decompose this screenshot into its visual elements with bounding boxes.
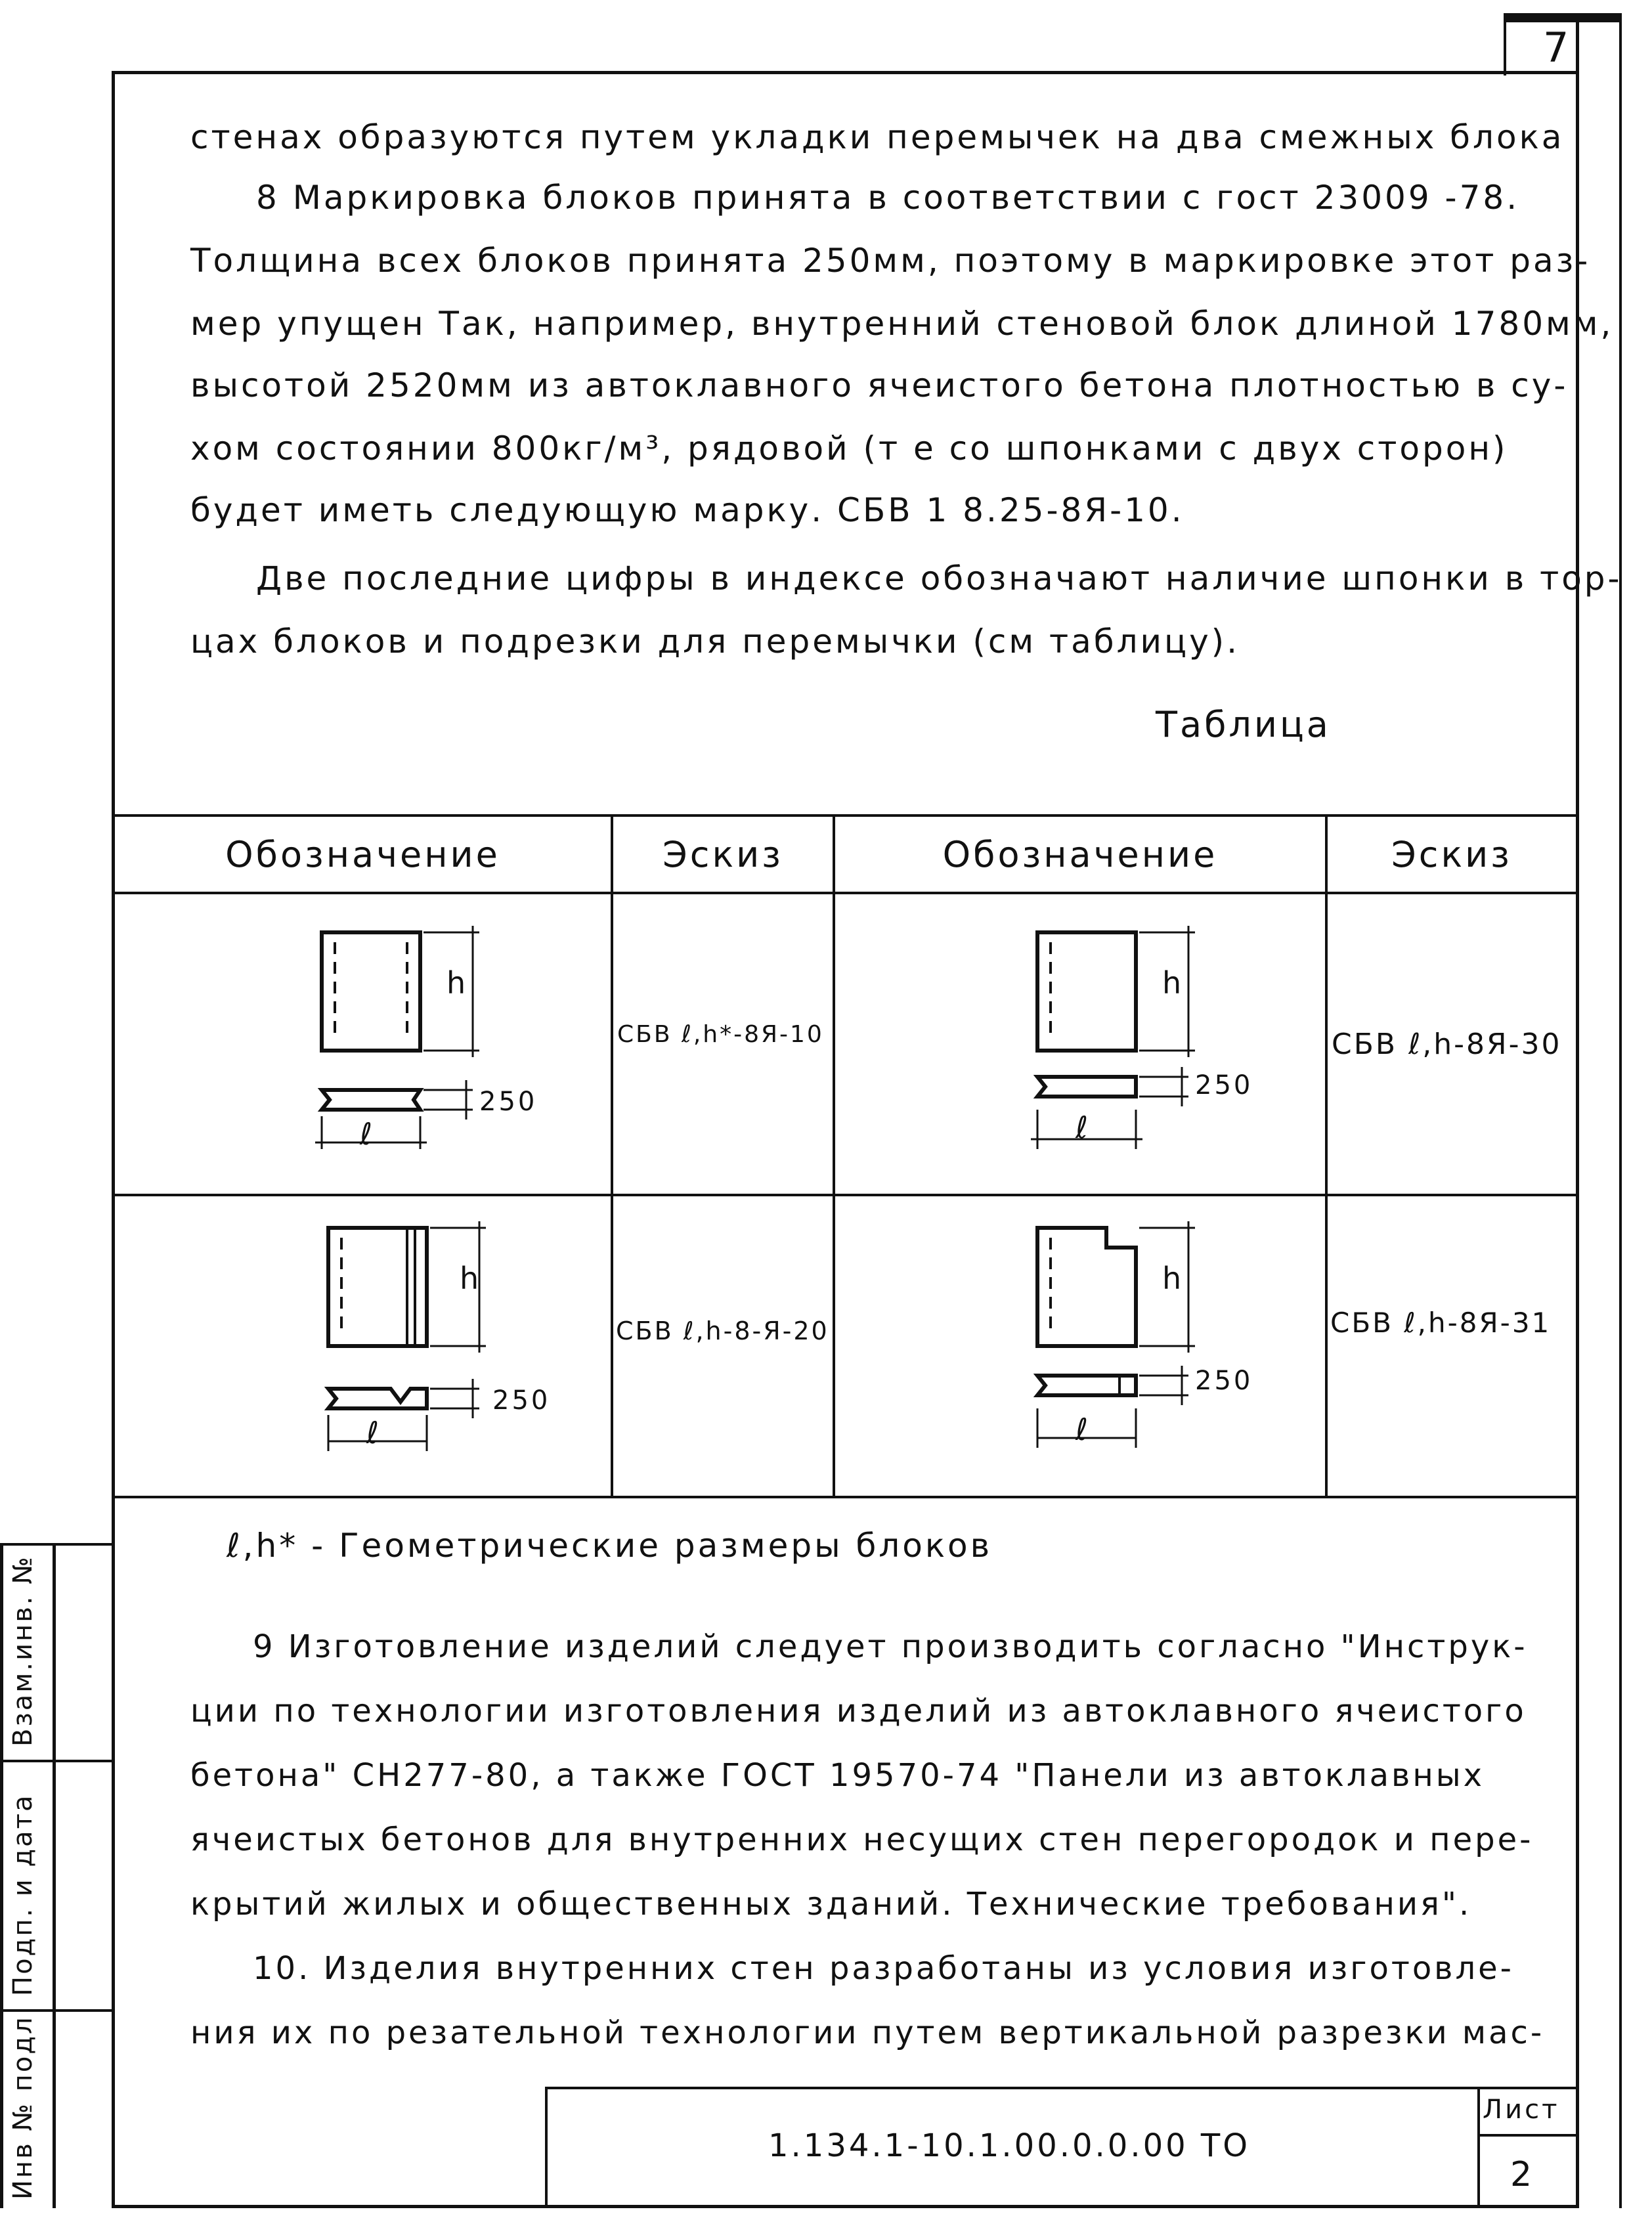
table-bottom-line bbox=[112, 1496, 1576, 1498]
paragraph-line: высотой 2520мм из автоклавного ячеистого бетона плотностью в су- bbox=[190, 366, 1569, 404]
paragraph-line: будет иметь следующую марку. СБВ 1 8.25-8Я-10. bbox=[190, 491, 1185, 529]
dim-h-label: h bbox=[460, 1261, 482, 1296]
dim-250-label: 250 bbox=[479, 1087, 538, 1117]
dim-l-label: ℓ bbox=[1076, 1412, 1091, 1447]
table-header-designation: Обозначение bbox=[942, 834, 1218, 875]
side-strip-divider bbox=[0, 1760, 115, 1762]
paragraph2-line: бетона" СН277-80, а также ГОСТ 19570-74 "Панели из автоклавных bbox=[190, 1757, 1485, 1794]
dim-h-label: h bbox=[446, 965, 469, 1001]
table-col-line bbox=[611, 814, 613, 1497]
table-header-sketch: Эскиз bbox=[663, 834, 783, 875]
paragraph2-line: ячеистых бетонов для внутренних несущих стен перегородок и пере- bbox=[190, 1821, 1534, 1858]
side-strip-left-line bbox=[0, 1543, 3, 2208]
footnote: ℓ,h* - Геометрические размеры блоков bbox=[227, 1527, 993, 1565]
page-number-box-top bbox=[1504, 13, 1622, 22]
dim-l-label: ℓ bbox=[366, 1415, 382, 1450]
designation-31: СБВ ℓ,h-8Я-31 bbox=[1330, 1307, 1552, 1339]
side-strip-divider bbox=[0, 2009, 115, 2012]
block-sketch-20 bbox=[276, 1208, 565, 1484]
table-header-line bbox=[112, 892, 1576, 894]
paragraph2-line: ции по технологии изготовления изделий из автоклавного ячеистого bbox=[190, 1693, 1527, 1729]
designation-30: СБВ ℓ,h-8Я-30 bbox=[1332, 1028, 1562, 1061]
table-col-line bbox=[833, 814, 835, 1497]
table-header-sketch: Эскиз bbox=[1391, 834, 1512, 875]
paragraph-line: стенах образуются путем укладки перемычек на два смежных блока bbox=[190, 118, 1565, 156]
paragraph-line: цах блоков и подрезки для перемычки (см таблицу). bbox=[190, 622, 1240, 661]
stamp-top-line bbox=[545, 2087, 1576, 2089]
table-top-line bbox=[112, 814, 1576, 817]
paragraph2-line: 10. Изделия внутренних стен разработаны из условия изготовле- bbox=[253, 1950, 1514, 1987]
block-sketch-30 bbox=[998, 913, 1287, 1188]
table-caption: Таблица bbox=[1156, 704, 1331, 745]
stamp-sheet-label: Лист bbox=[1483, 2095, 1560, 2125]
paragraph-line: Две последние цифры в индексе обозначают наличие шпонки в тор- bbox=[256, 559, 1622, 598]
stamp-sheet-left-line bbox=[1477, 2087, 1480, 2208]
paragraph-line: 8 Маркировка блоков принята в соответствии с гост 23009 -78. bbox=[256, 179, 1520, 217]
dim-250-label: 250 bbox=[1195, 1366, 1253, 1396]
page-number-top: 7 bbox=[1543, 24, 1572, 72]
paragraph-line: Толщина всех блоков принята 250мм, поэтому в маркировке этот раз- bbox=[190, 242, 1591, 280]
side-strip-top-line bbox=[0, 1543, 115, 1546]
paragraph2-line: ния их по резательной технологии путем вертикальной разрезки мас- bbox=[190, 2014, 1545, 2051]
frame-left-line bbox=[112, 71, 115, 2208]
frame-bottom-line bbox=[112, 2205, 1579, 2208]
table-header-designation: Обозначение bbox=[225, 834, 500, 875]
dim-h-label: h bbox=[1162, 965, 1185, 1001]
dim-l-label: ℓ bbox=[1076, 1110, 1091, 1145]
designation-20: СБВ ℓ,h-8-Я-20 bbox=[616, 1316, 829, 1345]
dim-h-label: h bbox=[1162, 1261, 1185, 1296]
paragraph-line: хом состоянии 800кг/м³, рядовой (т е со шпонками с двух сторон) bbox=[190, 429, 1508, 468]
designation-10: СБВ ℓ,h*-8Я-10 bbox=[617, 1021, 824, 1048]
dim-250-label: 250 bbox=[492, 1385, 551, 1416]
dim-l-label: ℓ bbox=[360, 1116, 376, 1152]
table-col-line bbox=[1325, 814, 1328, 1497]
paragraph2-line: крытий жилых и общественных зданий. Технические требования". bbox=[190, 1886, 1472, 1923]
frame-top-line bbox=[112, 71, 1576, 74]
side-strip-inner-line bbox=[53, 1543, 56, 2208]
table-row-line bbox=[112, 1194, 1576, 1196]
stamp-left-line bbox=[545, 2087, 548, 2208]
page-number-box-left bbox=[1504, 13, 1506, 76]
paragraph2-line: 9 Изготовление изделий следует производить согласно "Инструк- bbox=[253, 1628, 1528, 1665]
block-sketch-31 bbox=[998, 1208, 1287, 1484]
stamp-sheet-divider bbox=[1477, 2134, 1576, 2137]
stamp-document-code: 1.134.1-10.1.00.0.0.00 ТО bbox=[768, 2127, 1251, 2164]
paragraph-line: мер упущен Так, например, внутренний стеновой блок длиной 1780мм, bbox=[190, 305, 1614, 343]
block-sketch-10 bbox=[276, 913, 565, 1188]
stamp-sheet-number: 2 bbox=[1510, 2155, 1535, 2194]
dim-250-label: 250 bbox=[1195, 1070, 1253, 1100]
page-number-box-right bbox=[1619, 13, 1622, 2208]
